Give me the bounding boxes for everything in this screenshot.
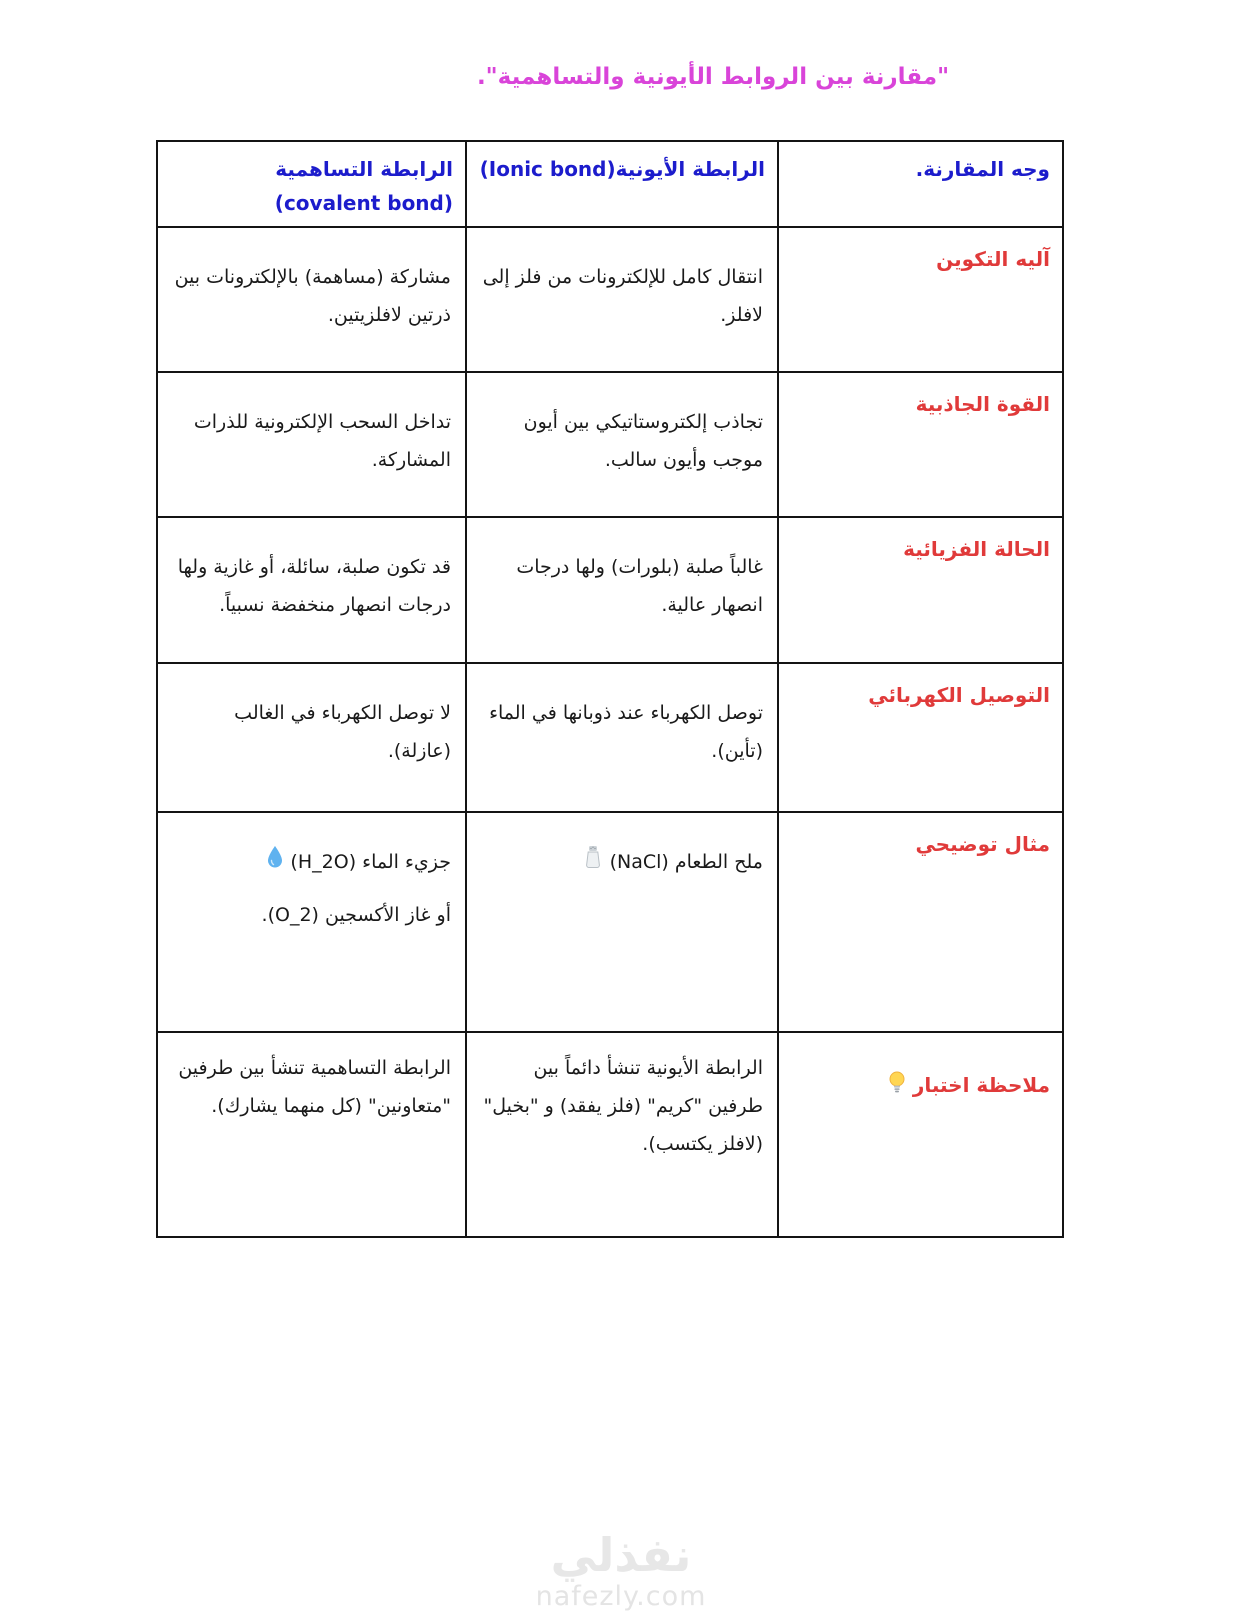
lightbulb-icon	[887, 1070, 907, 1103]
comparison-table	[156, 140, 1064, 1238]
table-row-formation	[157, 227, 1063, 372]
watermark-site-url: nafezly.com	[535, 1581, 707, 1612]
covalent-cell-example	[157, 812, 466, 1032]
exam-note-label: ملاحظة اختبار	[912, 1073, 1050, 1097]
covalent-cell-electrical-conductivity: لا توصل الكهرباء في الغالب (عازلة).	[157, 663, 466, 812]
aspect-cell-formation: آليه التكوين	[778, 227, 1063, 372]
table-row-example	[157, 812, 1063, 1032]
header-covalent-bond: الرابطة التساهمية (covalent bond)	[157, 141, 466, 227]
salt-shaker-icon	[582, 844, 604, 882]
aspect-cell-exam-note	[778, 1032, 1063, 1237]
ionic-cell-exam-note: الرابطة الأيونية تنشأ دائماً بين طرفين "كريم" (فلز يفقد) و "بخيل" (لافلز يكتسب).	[466, 1032, 778, 1237]
ionic-cell-electrical-conductivity: توصل الكهرباء عند ذوبانها في الماء (تأين).	[466, 663, 778, 812]
table-row-exam-note	[157, 1032, 1063, 1237]
aspect-cell-physical-state: الحالة الفزيائية	[778, 517, 1063, 663]
header-ionic-bond: الرابطة الأيونية(Ionic bond)	[466, 141, 778, 227]
table-row-attractive-force	[157, 372, 1063, 517]
nafezly-logo: نفذلي	[550, 1528, 692, 1583]
covalent-cell-attractive-force: تداخل السحب الإلكترونية للذرات المشاركة.	[157, 372, 466, 517]
water-droplet-icon	[266, 844, 284, 882]
header-aspect: وجه المقارنة.	[778, 141, 1063, 227]
covalent-cell-physical-state: قد تكون صلبة، سائلة، أو غازية ولها درجات انصهار منخفضة نسبياً.	[157, 517, 466, 663]
covalent-example-line-2: أو غاز الأكسجين (O_2).	[261, 903, 451, 926]
ionic-example-text: ملح الطعام (NaCl)	[609, 851, 763, 873]
table-row-physical-state	[157, 517, 1063, 663]
covalent-cell-formation: مشاركة (مساهمة) بالإلكترونات بين ذرتين لافلزيتين.	[157, 227, 466, 372]
aspect-cell-electrical-conductivity: التوصيل الكهربائي	[778, 663, 1063, 812]
watermark	[0, 1530, 1242, 1612]
table-row-electrical-conductivity	[157, 663, 1063, 812]
ionic-cell-formation: انتقال كامل للإلكترونات من فلز إلى لافلز.	[466, 227, 778, 372]
aspect-cell-example: مثال توضيحي	[778, 812, 1063, 1032]
covalent-example-text-1: جزيء الماء (H_2O)	[290, 851, 451, 873]
covalent-example-line-1	[168, 843, 451, 882]
page-title: "مقارنة بين الروابط الأيونية والتساهمية".	[476, 64, 950, 90]
aspect-cell-attractive-force: القوة الجاذبية	[778, 372, 1063, 517]
ionic-cell-physical-state: غالباً صلبة (بلورات) ولها درجات انصهار عالية.	[466, 517, 778, 663]
ionic-cell-example	[466, 812, 778, 1032]
table-header-row	[157, 141, 1063, 227]
ionic-cell-attractive-force: تجاذب إلكتروستاتيكي بين أيون موجب وأيون سالب.	[466, 372, 778, 517]
ionic-example-line	[477, 843, 763, 882]
covalent-cell-exam-note: الرابطة التساهمية تنشأ بين طرفين "متعاونين" (كل منهما يشارك).	[157, 1032, 466, 1237]
